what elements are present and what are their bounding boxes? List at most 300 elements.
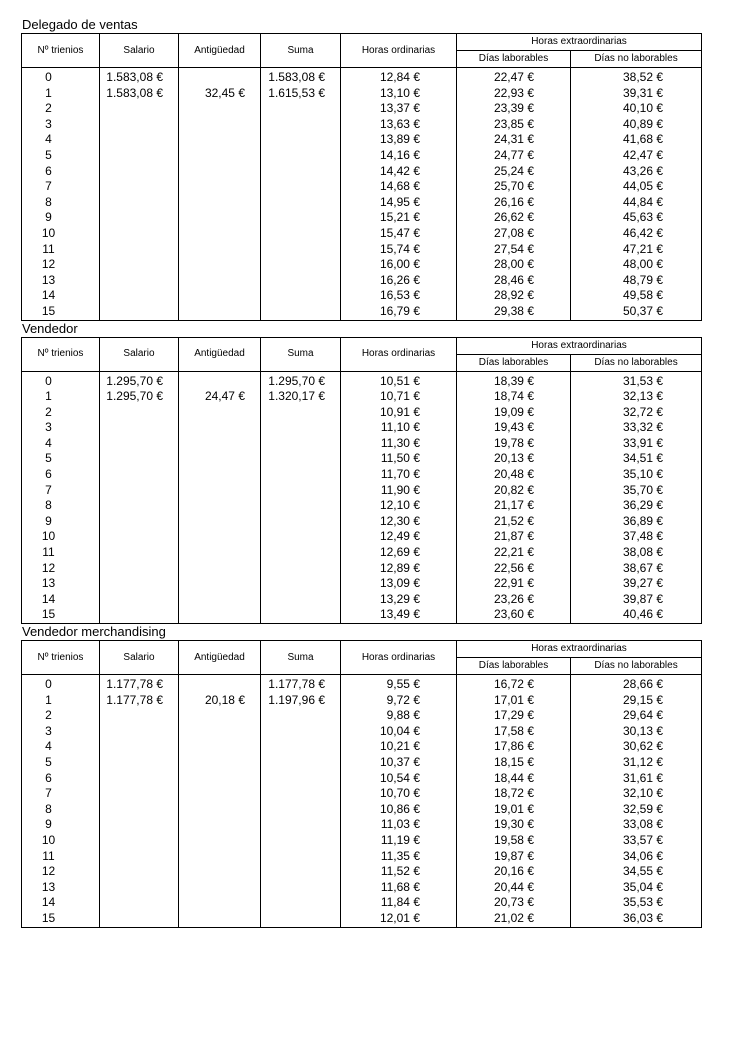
cell-antiguedad (179, 911, 261, 927)
cell-trienios: 15 (22, 911, 100, 927)
cell-antiguedad (179, 771, 261, 787)
table-row (22, 675, 702, 693)
cell-salario (100, 911, 179, 927)
cell-horas-ordinarias: 13,29 € (341, 592, 457, 608)
cell-horas-ordinarias: 12,84 € (341, 68, 457, 86)
cell-dias-laborables: 18,15 € (457, 755, 571, 771)
cell-dias-no-laborables: 35,53 € (571, 895, 702, 911)
cell-dias-laborables: 19,09 € (457, 405, 571, 421)
cell-salario (100, 164, 179, 180)
cell-horas-ordinarias: 10,91 € (341, 405, 457, 421)
table-row (22, 132, 702, 148)
cell-dias-no-laborables: 40,89 € (571, 117, 702, 133)
cell-trienios: 12 (22, 561, 100, 577)
cell-suma (261, 405, 341, 421)
table-row (22, 86, 702, 102)
cell-salario (100, 132, 179, 148)
cell-salario (100, 467, 179, 483)
cell-salario (100, 708, 179, 724)
cell-antiguedad (179, 117, 261, 133)
cell-antiguedad: 32,45 € (179, 86, 261, 102)
cell-horas-ordinarias: 10,37 € (341, 755, 457, 771)
cell-dias-laborables: 27,54 € (457, 242, 571, 258)
cell-antiguedad (179, 708, 261, 724)
cell-salario (100, 288, 179, 304)
cell-dias-laborables: 24,77 € (457, 148, 571, 164)
cell-trienios: 6 (22, 467, 100, 483)
cell-horas-ordinarias: 11,03 € (341, 817, 457, 833)
table-row (22, 288, 702, 304)
cell-dias-no-laborables: 36,29 € (571, 498, 702, 514)
cell-horas-ordinarias: 14,95 € (341, 195, 457, 211)
cell-horas-ordinarias: 12,89 € (341, 561, 457, 577)
cell-horas-ordinarias: 11,70 € (341, 467, 457, 483)
cell-suma (261, 273, 341, 289)
cell-dias-no-laborables: 40,46 € (571, 607, 702, 623)
cell-suma (261, 514, 341, 530)
cell-dias-no-laborables: 34,55 € (571, 864, 702, 880)
header-suma: Suma (261, 641, 341, 675)
cell-trienios: 11 (22, 545, 100, 561)
cell-dias-laborables: 16,72 € (457, 675, 571, 693)
cell-dias-laborables: 20,82 € (457, 483, 571, 499)
cell-salario (100, 514, 179, 530)
cell-dias-laborables: 18,72 € (457, 786, 571, 802)
cell-dias-laborables: 23,39 € (457, 101, 571, 117)
cell-antiguedad (179, 304, 261, 320)
cell-dias-no-laborables: 29,64 € (571, 708, 702, 724)
cell-dias-laborables: 27,08 € (457, 226, 571, 242)
cell-dias-no-laborables: 40,10 € (571, 101, 702, 117)
table-row (22, 389, 702, 405)
cell-horas-ordinarias: 11,10 € (341, 420, 457, 436)
cell-dias-laborables: 21,02 € (457, 911, 571, 927)
cell-horas-ordinarias: 12,30 € (341, 514, 457, 530)
cell-trienios: 11 (22, 242, 100, 258)
cell-suma (261, 895, 341, 911)
header-dias-no-laborables: Días no laborables (571, 658, 702, 675)
wage-section (21, 624, 701, 928)
cell-trienios: 8 (22, 498, 100, 514)
header-dias-laborables: Días laborables (457, 658, 571, 675)
table-row (22, 802, 702, 818)
cell-dias-no-laborables: 33,32 € (571, 420, 702, 436)
cell-horas-ordinarias: 16,00 € (341, 257, 457, 273)
cell-horas-ordinarias: 11,50 € (341, 451, 457, 467)
cell-dias-laborables: 17,29 € (457, 708, 571, 724)
cell-antiguedad (179, 802, 261, 818)
cell-salario (100, 242, 179, 258)
cell-dias-no-laborables: 32,13 € (571, 389, 702, 405)
cell-suma (261, 420, 341, 436)
header-row (22, 641, 702, 658)
cell-suma (261, 708, 341, 724)
cell-trienios: 12 (22, 864, 100, 880)
cell-salario (100, 864, 179, 880)
cell-dias-laborables: 21,87 € (457, 529, 571, 545)
table-row (22, 164, 702, 180)
cell-dias-laborables: 19,58 € (457, 833, 571, 849)
cell-suma (261, 771, 341, 787)
table-row (22, 179, 702, 195)
cell-trienios: 0 (22, 371, 100, 389)
cell-horas-ordinarias: 13,37 € (341, 101, 457, 117)
cell-trienios: 5 (22, 451, 100, 467)
cell-salario (100, 195, 179, 211)
cell-suma (261, 529, 341, 545)
table-row (22, 693, 702, 709)
cell-horas-ordinarias: 12,49 € (341, 529, 457, 545)
cell-trienios: 1 (22, 389, 100, 405)
cell-suma (261, 242, 341, 258)
cell-dias-laborables: 25,24 € (457, 164, 571, 180)
header-horas-ordinarias: Horas ordinarias (341, 337, 457, 371)
cell-suma (261, 545, 341, 561)
cell-horas-ordinarias: 11,35 € (341, 849, 457, 865)
cell-salario (100, 420, 179, 436)
cell-antiguedad (179, 467, 261, 483)
table-row (22, 257, 702, 273)
cell-suma (261, 880, 341, 896)
cell-suma (261, 576, 341, 592)
table-row (22, 195, 702, 211)
header-dias-no-laborables: Días no laborables (571, 354, 702, 371)
cell-dias-laborables: 22,21 € (457, 545, 571, 561)
cell-dias-no-laborables: 39,27 € (571, 576, 702, 592)
cell-salario (100, 101, 179, 117)
wage-tables-document (21, 17, 701, 928)
cell-trienios: 0 (22, 675, 100, 693)
cell-horas-ordinarias: 13,49 € (341, 607, 457, 623)
cell-dias-no-laborables: 34,06 € (571, 849, 702, 865)
header-dias-no-laborables: Días no laborables (571, 51, 702, 68)
table-row (22, 739, 702, 755)
cell-dias-no-laborables: 47,21 € (571, 242, 702, 258)
cell-dias-no-laborables: 44,84 € (571, 195, 702, 211)
header-row (22, 337, 702, 354)
cell-suma (261, 483, 341, 499)
cell-dias-no-laborables: 30,62 € (571, 739, 702, 755)
cell-salario (100, 210, 179, 226)
cell-horas-ordinarias: 11,90 € (341, 483, 457, 499)
cell-antiguedad (179, 864, 261, 880)
wage-table (21, 33, 702, 321)
cell-trienios: 6 (22, 771, 100, 787)
cell-trienios: 5 (22, 755, 100, 771)
cell-dias-laborables: 19,87 € (457, 849, 571, 865)
cell-trienios: 13 (22, 273, 100, 289)
cell-salario (100, 833, 179, 849)
cell-antiguedad (179, 371, 261, 389)
cell-horas-ordinarias: 11,30 € (341, 436, 457, 452)
table-row (22, 514, 702, 530)
cell-suma (261, 179, 341, 195)
header-horas-ordinarias: Horas ordinarias (341, 34, 457, 68)
cell-salario (100, 304, 179, 320)
cell-dias-laborables: 28,00 € (457, 257, 571, 273)
cell-dias-laborables: 26,16 € (457, 195, 571, 211)
cell-salario: 1.295,70 € (100, 389, 179, 405)
cell-suma (261, 817, 341, 833)
cell-dias-laborables: 17,01 € (457, 693, 571, 709)
cell-suma (261, 592, 341, 608)
cell-salario (100, 817, 179, 833)
cell-horas-ordinarias: 10,04 € (341, 724, 457, 740)
cell-horas-ordinarias: 14,42 € (341, 164, 457, 180)
cell-trienios: 9 (22, 514, 100, 530)
cell-suma (261, 436, 341, 452)
cell-dias-laborables: 22,91 € (457, 576, 571, 592)
cell-antiguedad (179, 68, 261, 86)
table-row (22, 68, 702, 86)
header-trienios: Nº trienios (22, 337, 100, 371)
cell-horas-ordinarias: 14,68 € (341, 179, 457, 195)
cell-salario: 1.177,78 € (100, 675, 179, 693)
cell-trienios: 14 (22, 895, 100, 911)
cell-horas-ordinarias: 11,68 € (341, 880, 457, 896)
cell-antiguedad (179, 576, 261, 592)
cell-trienios: 2 (22, 405, 100, 421)
table-row (22, 849, 702, 865)
cell-horas-ordinarias: 11,84 € (341, 895, 457, 911)
cell-salario (100, 724, 179, 740)
cell-dias-no-laborables: 38,67 € (571, 561, 702, 577)
cell-horas-ordinarias: 10,71 € (341, 389, 457, 405)
cell-salario (100, 483, 179, 499)
header-dias-laborables: Días laborables (457, 51, 571, 68)
cell-salario (100, 880, 179, 896)
cell-salario: 1.583,08 € (100, 68, 179, 86)
cell-dias-laborables: 19,78 € (457, 436, 571, 452)
cell-suma (261, 607, 341, 623)
cell-antiguedad (179, 148, 261, 164)
cell-salario: 1.583,08 € (100, 86, 179, 102)
table-row (22, 148, 702, 164)
header-dias-laborables: Días laborables (457, 354, 571, 371)
table-row (22, 755, 702, 771)
cell-salario (100, 755, 179, 771)
cell-dias-laborables: 26,62 € (457, 210, 571, 226)
cell-antiguedad (179, 101, 261, 117)
cell-salario (100, 226, 179, 242)
cell-dias-no-laborables: 29,15 € (571, 693, 702, 709)
table-row (22, 529, 702, 545)
cell-suma (261, 304, 341, 320)
cell-antiguedad (179, 451, 261, 467)
section-title: Vendedor (22, 320, 78, 336)
header-row (22, 34, 702, 51)
cell-antiguedad: 24,47 € (179, 389, 261, 405)
cell-dias-laborables: 19,30 € (457, 817, 571, 833)
cell-trienios: 10 (22, 226, 100, 242)
cell-trienios: 4 (22, 132, 100, 148)
cell-horas-ordinarias: 10,21 € (341, 739, 457, 755)
cell-dias-laborables: 20,13 € (457, 451, 571, 467)
cell-antiguedad (179, 786, 261, 802)
cell-dias-laborables: 17,58 € (457, 724, 571, 740)
cell-dias-laborables: 23,26 € (457, 592, 571, 608)
cell-horas-ordinarias: 16,53 € (341, 288, 457, 304)
cell-salario (100, 802, 179, 818)
cell-antiguedad (179, 257, 261, 273)
table-row (22, 436, 702, 452)
section-title: Delegado de ventas (22, 17, 138, 32)
cell-antiguedad (179, 436, 261, 452)
cell-salario (100, 148, 179, 164)
table-row (22, 724, 702, 740)
cell-horas-ordinarias: 15,21 € (341, 210, 457, 226)
cell-horas-ordinarias: 9,55 € (341, 675, 457, 693)
cell-trienios: 14 (22, 592, 100, 608)
cell-salario (100, 849, 179, 865)
cell-horas-ordinarias: 12,01 € (341, 911, 457, 927)
section-title: Vendedor merchandising (22, 624, 166, 639)
cell-dias-laborables: 24,31 € (457, 132, 571, 148)
cell-dias-no-laborables: 35,04 € (571, 880, 702, 896)
wage-section (21, 321, 701, 625)
cell-horas-ordinarias: 9,72 € (341, 693, 457, 709)
table-row (22, 771, 702, 787)
cell-antiguedad (179, 529, 261, 545)
cell-horas-ordinarias: 11,19 € (341, 833, 457, 849)
cell-dias-no-laborables: 35,10 € (571, 467, 702, 483)
cell-dias-no-laborables: 50,37 € (571, 304, 702, 320)
wage-table (21, 640, 702, 928)
cell-horas-ordinarias: 10,51 € (341, 371, 457, 389)
cell-dias-laborables: 21,52 € (457, 514, 571, 530)
header-horas-extraordinarias: Horas extraordinarias (457, 34, 702, 51)
cell-dias-laborables: 18,44 € (457, 771, 571, 787)
cell-salario: 1.177,78 € (100, 693, 179, 709)
cell-dias-no-laborables: 44,05 € (571, 179, 702, 195)
cell-dias-no-laborables: 32,10 € (571, 786, 702, 802)
table-row (22, 371, 702, 389)
cell-antiguedad (179, 739, 261, 755)
cell-antiguedad (179, 132, 261, 148)
cell-trienios: 2 (22, 708, 100, 724)
cell-antiguedad (179, 405, 261, 421)
cell-salario (100, 257, 179, 273)
cell-antiguedad (179, 179, 261, 195)
cell-dias-no-laborables: 31,53 € (571, 371, 702, 389)
cell-suma: 1.177,78 € (261, 675, 341, 693)
cell-antiguedad (179, 210, 261, 226)
cell-suma (261, 132, 341, 148)
cell-salario (100, 498, 179, 514)
cell-antiguedad (179, 545, 261, 561)
cell-dias-laborables: 28,92 € (457, 288, 571, 304)
cell-trienios: 10 (22, 529, 100, 545)
cell-dias-no-laborables: 33,57 € (571, 833, 702, 849)
cell-suma (261, 148, 341, 164)
cell-horas-ordinarias: 12,69 € (341, 545, 457, 561)
cell-horas-ordinarias: 13,10 € (341, 86, 457, 102)
cell-salario (100, 607, 179, 623)
cell-dias-no-laborables: 28,66 € (571, 675, 702, 693)
table-row (22, 498, 702, 514)
header-suma: Suma (261, 337, 341, 371)
cell-dias-laborables: 21,17 € (457, 498, 571, 514)
cell-salario (100, 273, 179, 289)
cell-dias-no-laborables: 33,91 € (571, 436, 702, 452)
cell-horas-ordinarias: 13,09 € (341, 576, 457, 592)
table-row (22, 226, 702, 242)
cell-horas-ordinarias: 12,10 € (341, 498, 457, 514)
cell-salario (100, 576, 179, 592)
cell-suma (261, 864, 341, 880)
cell-suma: 1.615,53 € (261, 86, 341, 102)
cell-trienios: 3 (22, 420, 100, 436)
cell-trienios: 8 (22, 802, 100, 818)
cell-trienios: 5 (22, 148, 100, 164)
cell-salario: 1.295,70 € (100, 371, 179, 389)
cell-dias-laborables: 23,60 € (457, 607, 571, 623)
table-row (22, 451, 702, 467)
cell-trienios: 9 (22, 817, 100, 833)
header-antiguedad: Antigüedad (179, 641, 261, 675)
cell-dias-laborables: 18,74 € (457, 389, 571, 405)
header-horas-extraordinarias: Horas extraordinarias (457, 641, 702, 658)
cell-trienios: 6 (22, 164, 100, 180)
cell-suma (261, 226, 341, 242)
header-salario: Salario (100, 337, 179, 371)
cell-dias-laborables: 22,93 € (457, 86, 571, 102)
table-row (22, 242, 702, 258)
table-row (22, 273, 702, 289)
cell-antiguedad (179, 675, 261, 693)
cell-antiguedad (179, 849, 261, 865)
cell-dias-laborables: 22,47 € (457, 68, 571, 86)
cell-antiguedad (179, 561, 261, 577)
cell-suma: 1.320,17 € (261, 389, 341, 405)
header-salario: Salario (100, 641, 179, 675)
table-row (22, 405, 702, 421)
cell-dias-no-laborables: 46,42 € (571, 226, 702, 242)
cell-dias-no-laborables: 43,26 € (571, 164, 702, 180)
cell-trienios: 4 (22, 739, 100, 755)
cell-antiguedad (179, 195, 261, 211)
cell-suma (261, 451, 341, 467)
cell-salario (100, 545, 179, 561)
cell-dias-no-laborables: 38,52 € (571, 68, 702, 86)
cell-trienios: 3 (22, 724, 100, 740)
table-row (22, 576, 702, 592)
cell-dias-laborables: 20,48 € (457, 467, 571, 483)
cell-suma (261, 257, 341, 273)
cell-dias-laborables: 29,38 € (457, 304, 571, 320)
cell-dias-no-laborables: 38,08 € (571, 545, 702, 561)
cell-suma: 1.295,70 € (261, 371, 341, 389)
cell-dias-laborables: 17,86 € (457, 739, 571, 755)
cell-dias-no-laborables: 32,72 € (571, 405, 702, 421)
cell-dias-laborables: 19,43 € (457, 420, 571, 436)
cell-horas-ordinarias: 15,47 € (341, 226, 457, 242)
cell-dias-no-laborables: 48,00 € (571, 257, 702, 273)
cell-suma (261, 739, 341, 755)
cell-suma (261, 833, 341, 849)
header-suma: Suma (261, 34, 341, 68)
cell-trienios: 15 (22, 304, 100, 320)
cell-trienios: 7 (22, 483, 100, 499)
cell-antiguedad (179, 483, 261, 499)
cell-horas-ordinarias: 10,86 € (341, 802, 457, 818)
cell-suma (261, 101, 341, 117)
cell-salario (100, 117, 179, 133)
wage-section (21, 17, 701, 321)
cell-dias-no-laborables: 33,08 € (571, 817, 702, 833)
header-trienios: Nº trienios (22, 641, 100, 675)
cell-trienios: 0 (22, 68, 100, 86)
